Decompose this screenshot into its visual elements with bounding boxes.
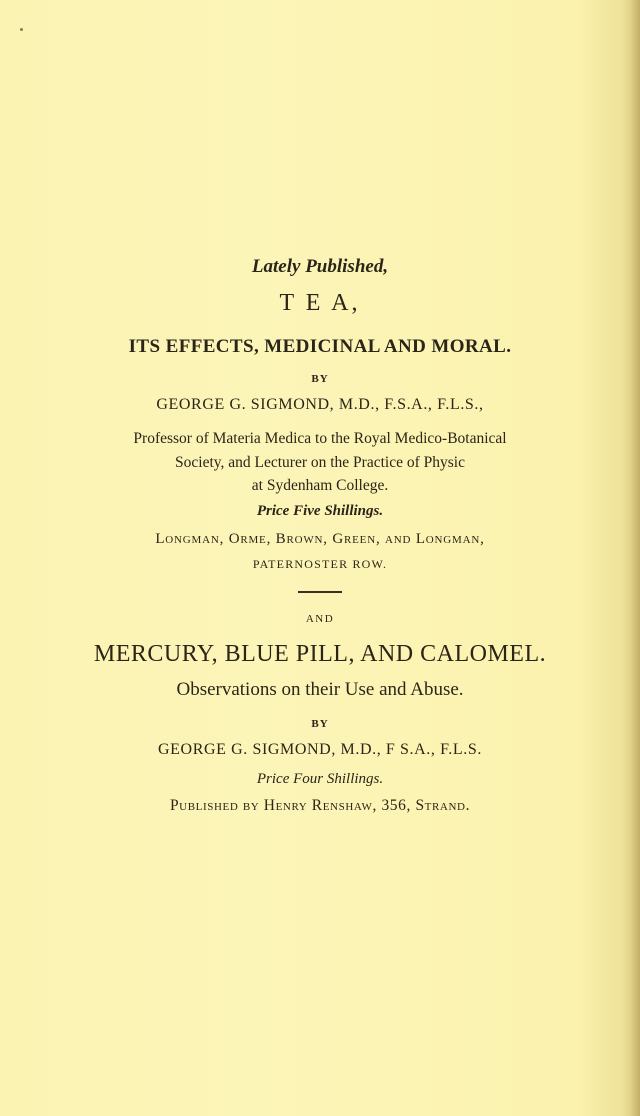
paper-speck bbox=[20, 28, 23, 31]
by-label-2: BY bbox=[311, 718, 329, 730]
by-label-1: BY bbox=[311, 373, 329, 385]
publisher-2: Published by Henry Renshaw, 356, Strand. bbox=[169, 797, 471, 814]
author-2: GEORGE G. SIGMOND, M.D., F S.A., F.L.S. bbox=[158, 741, 482, 758]
book-subtitle-mercury: Observations on their Use and Abuse. bbox=[176, 679, 464, 700]
publisher-1-line-2: PATERNOSTER ROW. bbox=[252, 557, 388, 571]
author-description-line-2: Society, and Lecturer on the Practice of Physic bbox=[175, 454, 465, 471]
author-1: GEORGE G. SIGMOND, M.D., F.S.A., F.L.S., bbox=[156, 396, 484, 413]
publisher-1-line-1: Longman, Orme, Brown, Green, and Longman, bbox=[155, 531, 485, 547]
divider-rule bbox=[298, 591, 342, 593]
price-1: Price Five Shillings. bbox=[256, 503, 384, 519]
price-2: Price Four Shillings. bbox=[256, 771, 384, 787]
book-title-tea: T E A, bbox=[279, 290, 361, 316]
book-subtitle-tea: ITS EFFECTS, MEDICINAL AND MORAL. bbox=[128, 336, 512, 357]
book-title-mercury: MERCURY, BLUE PILL, AND CALOMEL. bbox=[93, 641, 547, 667]
lately-published-heading: Lately Published, bbox=[251, 256, 389, 277]
and-label: AND bbox=[305, 613, 335, 625]
author-description-line-1: Professor of Materia Medica to the Royal Medico-Botanical bbox=[133, 430, 507, 447]
author-description-line-3: at Sydenham College. bbox=[251, 477, 389, 494]
